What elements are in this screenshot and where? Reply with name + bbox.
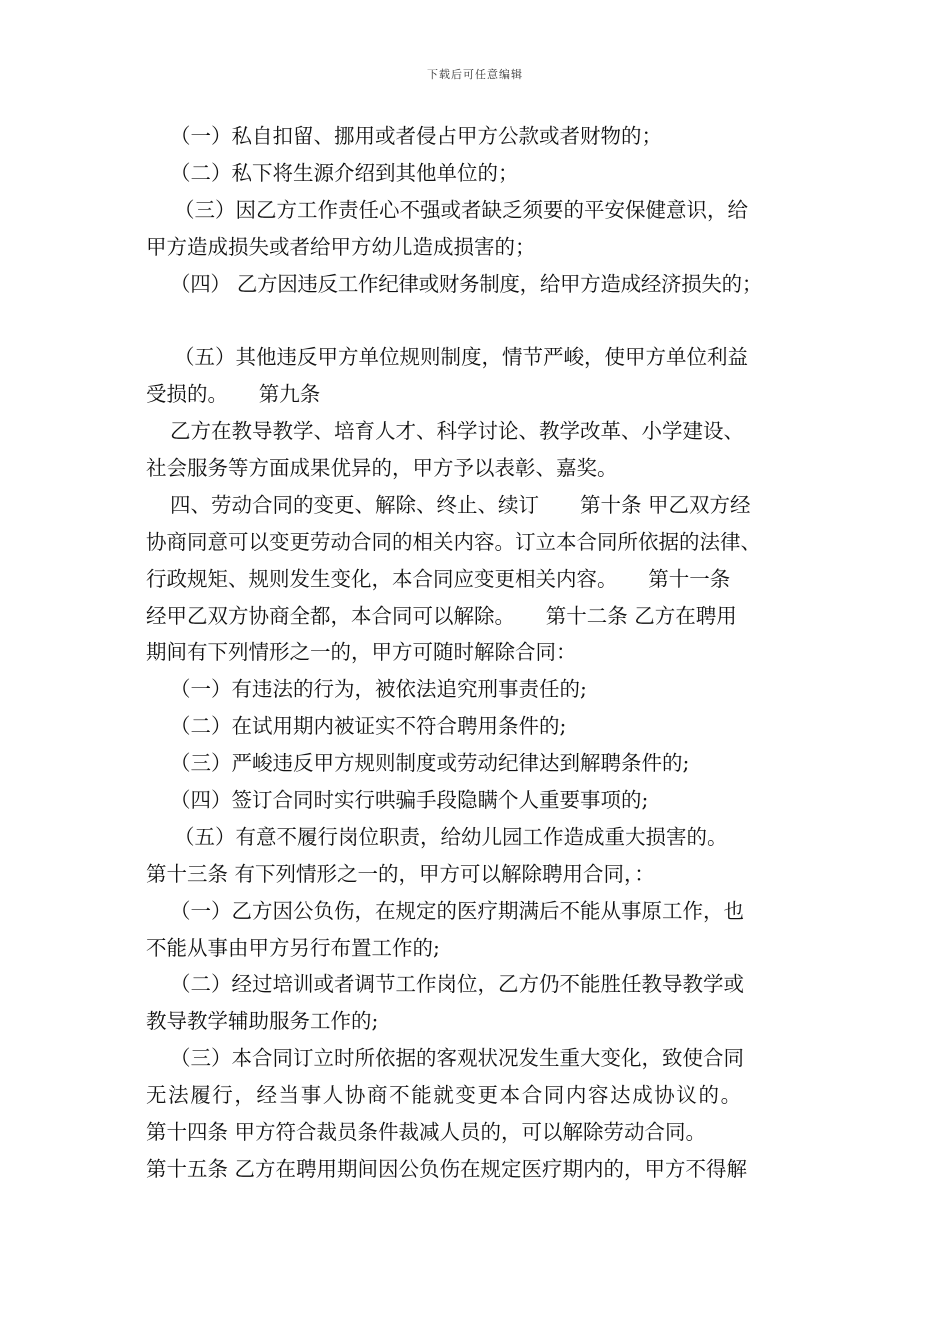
blank-line xyxy=(146,302,814,339)
document-body xyxy=(146,118,814,1188)
paragraph-line: 协商同意可以变更劳动合同的相关内容。订立本合同所依据的法律、 xyxy=(146,529,761,554)
paragraph-line: （三）严峻违反甲方规则制度或劳动纪律达到解聘条件的; xyxy=(170,751,690,776)
paragraph-line: （二）私下将生源介绍到其他单位的； xyxy=(170,160,519,185)
paragraph-line: 期间有下列情形之一的，甲方可随时解除合同： xyxy=(146,640,577,665)
paragraph-line: （四）签订合同时实行哄骗手段隐瞒个人重要事项的; xyxy=(170,788,649,813)
paragraph-line: （四） 乙方因违反工作纪律或财务制度，给甲方造成经济损失的； xyxy=(170,271,763,296)
paragraph-line: 第十三条 有下列情形之一的，甲方可以解除聘用合同，： xyxy=(146,861,655,886)
paragraph-line: （五）其他违反甲方单位规则制度，情节严峻，使甲方单位利益 xyxy=(174,345,748,370)
section-heading-line: 四、劳动合同的变更、解除、终止、续订 第十条 甲乙双方经 xyxy=(170,492,751,517)
paragraph-line: 受损的。 第九条 xyxy=(146,382,321,407)
paragraph-line: 不能从事由甲方另行布置工作的; xyxy=(146,935,440,960)
paragraph-line: 无法履行，经当事人协商不能就变更本合同内容达成协议的。 xyxy=(146,1083,743,1108)
paragraph-line: 行政规矩、规则发生变化，本合同应变更相关内容。 第十一条 xyxy=(146,566,731,591)
paragraph-line: （三）因乙方工作责任心不强或者缺乏须要的平安保健意识，给 xyxy=(174,197,748,222)
paragraph-line: 乙方在教导教学、培育人才、科学讨论、教学改革、小学建设、 xyxy=(170,419,744,444)
paragraph-line: 第十四条 甲方符合裁员条件裁减人员的，可以解除劳动合同。 xyxy=(146,1120,707,1145)
paragraph-line: （一）私自扣留、挪用或者侵占甲方公款或者财物的； xyxy=(170,124,662,148)
paragraph-line: （二）经过培训或者调节工作岗位，乙方仍不能胜任教导教学或 xyxy=(170,972,744,997)
paragraph-line: （三）本合同订立时所依据的客观状况发生重大变化，致使合同 xyxy=(170,1046,744,1071)
paragraph-line: （一）乙方因公负伤，在规定的医疗期满后不能从事原工作，也 xyxy=(170,898,744,923)
paragraph-line: 第十五条 乙方在聘用期间因公负伤在规定医疗期内的，甲方不得解 xyxy=(146,1156,748,1181)
paragraph-line: 甲方造成损失或者给甲方幼儿造成损害的； xyxy=(146,234,536,259)
paragraph-line: （五）有意不履行岗位职责，给幼儿园工作造成重大损害的。 xyxy=(174,824,728,849)
page-header-note: 下载后可任意编辑 xyxy=(427,68,523,81)
paragraph-line: 社会服务等方面成果优异的，甲方予以表彰、嘉奖。 xyxy=(146,456,618,481)
paragraph-line: （二）在试用期内被证实不符合聘用条件的; xyxy=(170,714,567,739)
paragraph-line: （一）有违法的行为，被依法追究刑事责任的; xyxy=(170,677,587,702)
paragraph-line: 教导教学辅助服务工作的; xyxy=(146,1009,379,1034)
paragraph-line: 经甲乙双方协商全都，本合同可以解除。 第十二条 乙方在聘用 xyxy=(146,603,737,628)
